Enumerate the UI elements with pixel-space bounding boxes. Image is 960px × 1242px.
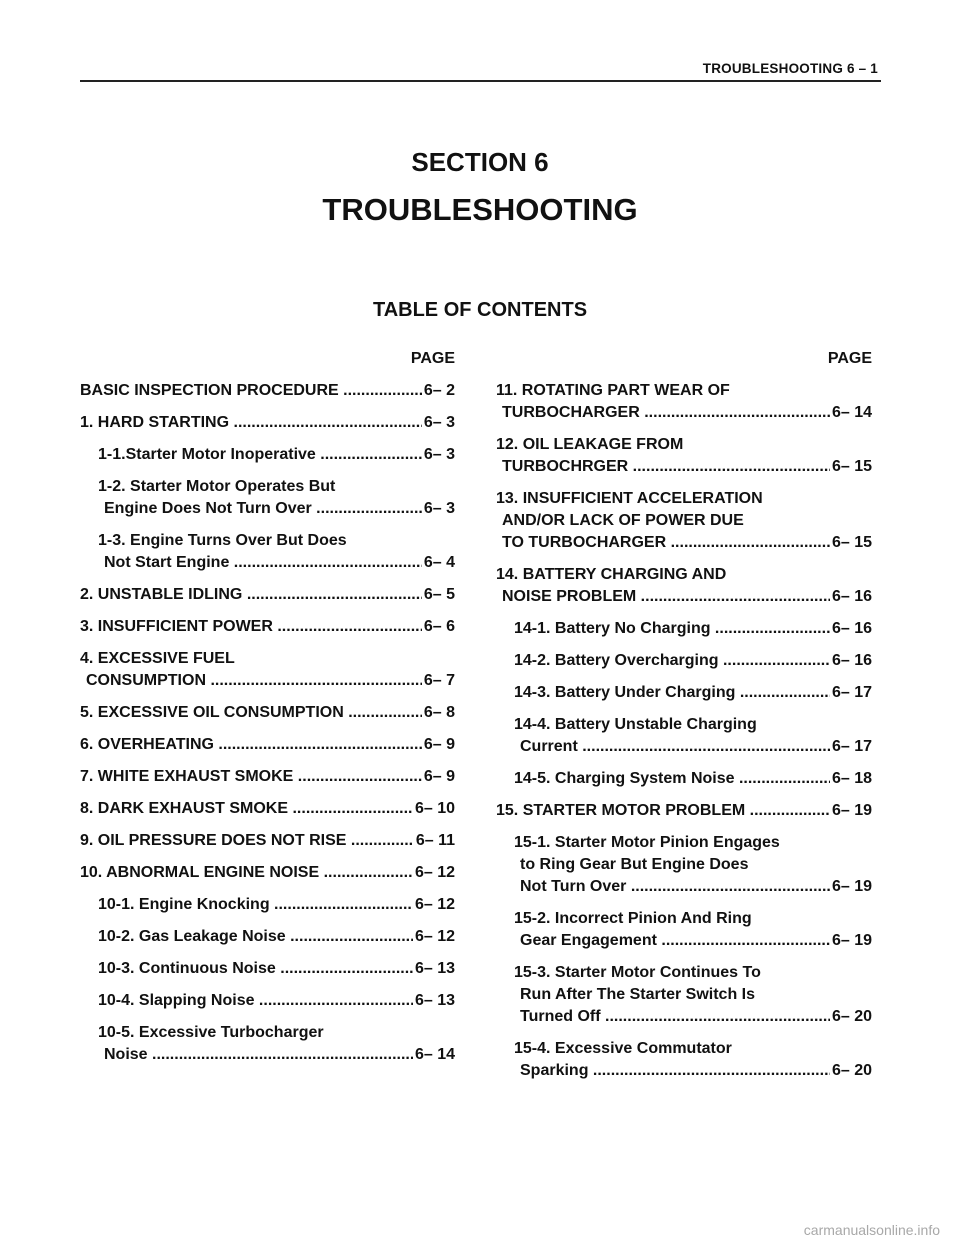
toc-page-number: 6– 3 <box>423 414 455 431</box>
toc-page-number: 6– 13 <box>414 992 455 1009</box>
toc-page-number: 6– 19 <box>831 932 872 949</box>
toc-left-entries <box>80 380 455 1066</box>
toc-entry-title: CONSUMPTION ..... <box>86 670 422 692</box>
toc-page-number: 6– 12 <box>414 928 455 945</box>
toc-entry <box>496 1038 872 1082</box>
toc-entry <box>80 990 455 1012</box>
toc-entry-text: Run After The Starter Switch Is <box>520 986 755 1003</box>
toc-entry <box>496 714 872 758</box>
toc-page-number: 6– 15 <box>831 458 872 475</box>
toc-entry <box>80 380 455 402</box>
toc-page-number: 6– 3 <box>423 500 455 517</box>
toc-entry <box>496 434 872 478</box>
running-header: TROUBLESHOOTING 6 – 1 <box>702 61 878 76</box>
toc-entry <box>496 908 872 952</box>
toc-entry-title: 10-3. Continuous Noise ..... <box>98 958 413 980</box>
toc-entry-title: 10-1. Engine Knocking ..... <box>98 894 413 916</box>
toc-entry <box>80 616 455 638</box>
toc-entry-text: 15-1. Starter Motor Pinion Engages <box>514 834 780 851</box>
toc-page-number: 6– 17 <box>831 738 872 755</box>
toc-entry-title: 6. OVERHEATING ..... <box>80 734 422 756</box>
toc-entry <box>496 618 872 640</box>
toc-entry-title: 14-2. Battery Overcharging ..... <box>514 650 830 672</box>
toc-entry-text: 1-2. Starter Motor Operates But <box>98 478 336 495</box>
toc-entry-title: Not Start Engine ..... <box>104 552 422 574</box>
toc-entry-text: 15-3. Starter Motor Continues To <box>514 964 761 981</box>
toc-entry-title: TO TURBOCHARGER ..... <box>502 532 830 554</box>
toc-entry-title: 10-4. Slapping Noise ..... <box>98 990 413 1012</box>
toc-page-number: 6– 17 <box>831 684 872 701</box>
toc-entry-title: Sparking ..... <box>520 1060 830 1082</box>
toc-page-number: 6– 16 <box>831 652 872 669</box>
toc-entry-text: 14. BATTERY CHARGING AND <box>496 566 727 583</box>
toc-entry-title: Noise ..... <box>104 1044 413 1066</box>
toc-entry-title: 14-3. Battery Under Charging ..... <box>514 682 830 704</box>
toc-page-number: 6– 3 <box>423 446 455 463</box>
toc-page-number: 6– 16 <box>831 620 872 637</box>
toc-page-number: 6– 10 <box>414 800 455 817</box>
page-column-label: PAGE <box>827 350 872 367</box>
toc-page-number: 6– 12 <box>414 896 455 913</box>
toc-page-number: 6– 16 <box>831 588 872 605</box>
toc-entry-title: 10. ABNORMAL ENGINE NOISE ..... <box>80 862 413 884</box>
toc-page-number: 6– 19 <box>831 878 872 895</box>
toc-page-number: 6– 7 <box>423 672 455 689</box>
toc-entry <box>80 926 455 948</box>
toc-entry-title: 7. WHITE EXHAUST SMOKE ..... <box>80 766 422 788</box>
toc-entry-title: Gear Engagement ..... <box>520 930 830 952</box>
toc-entry-title: 14-1. Battery No Charging ..... <box>514 618 830 640</box>
toc-entry <box>80 798 455 820</box>
toc-entry <box>496 768 872 790</box>
toc-entry-title: Engine Does Not Turn Over ..... <box>104 498 422 520</box>
section-title: TROUBLESHOOTING <box>322 192 638 227</box>
toc-entry-title: TURBOCHARGER ..... <box>502 402 830 424</box>
toc-page-number: 6– 13 <box>414 960 455 977</box>
toc-entry-text: 15-4. Excessive Commutator <box>514 1040 732 1057</box>
toc-page-number: 6– 6 <box>423 618 455 635</box>
toc-page-number: 6– 19 <box>831 802 872 819</box>
toc-entry <box>80 648 455 692</box>
toc-entry <box>496 380 872 424</box>
watermark: carmanualsonline.info <box>803 1222 940 1238</box>
toc-entry <box>80 444 455 466</box>
toc-entry-text: 10-5. Excessive Turbocharger <box>98 1024 324 1041</box>
toc-entry <box>80 476 455 520</box>
toc-page-number: 6– 15 <box>831 534 872 551</box>
toc-entry <box>80 702 455 724</box>
toc-page-number: 6– 20 <box>831 1008 872 1025</box>
toc-entry-title: 3. INSUFFICIENT POWER ..... <box>80 616 422 638</box>
toc-page-number: 6– 5 <box>423 586 455 603</box>
toc-entry <box>80 958 455 980</box>
toc-entry-title: NOISE PROBLEM ..... <box>502 586 830 608</box>
toc-entry-title: 14-5. Charging System Noise ..... <box>514 768 830 790</box>
header-rule <box>80 80 881 82</box>
toc-entry <box>496 682 872 704</box>
toc-entry-title: 2. UNSTABLE IDLING ..... <box>80 584 422 606</box>
toc-entry <box>496 488 872 554</box>
toc-entry-title: 15. STARTER MOTOR PROBLEM ..... <box>496 800 830 822</box>
toc-page-number: 6– 11 <box>415 832 455 849</box>
page-column-label: PAGE <box>410 350 455 367</box>
toc-title: TABLE OF CONTENTS <box>372 299 588 321</box>
toc-entry-text: 13. INSUFFICIENT ACCELERATION <box>496 490 763 507</box>
toc-page-number: 6– 20 <box>831 1062 872 1079</box>
toc-entry-text: to Ring Gear But Engine Does <box>520 856 749 873</box>
toc-entry <box>80 766 455 788</box>
toc-entry-title: BASIC INSPECTION PROCEDURE ..... <box>80 380 422 402</box>
toc-entry-text: 11. ROTATING PART WEAR OF <box>496 382 730 399</box>
toc-entry <box>80 734 455 756</box>
toc-entry-text: 12. OIL LEAKAGE FROM <box>496 436 684 453</box>
toc-page-number: 6– 9 <box>423 736 455 753</box>
toc-page-number: 6– 2 <box>423 382 455 399</box>
toc-entry-text: 4. EXCESSIVE FUEL <box>80 650 235 667</box>
toc-entry-title: Current ..... <box>520 736 830 758</box>
toc-page-number: 6– 14 <box>414 1046 455 1063</box>
toc-entry-text: 14-4. Battery Unstable Charging <box>514 716 757 733</box>
toc-entry-title: 8. DARK EXHAUST SMOKE ..... <box>80 798 413 820</box>
toc-entry <box>496 800 872 822</box>
toc-entry-text: 15-2. Incorrect Pinion And Ring <box>514 910 752 927</box>
toc-entry-title: 5. EXCESSIVE OIL CONSUMPTION ..... <box>80 702 422 724</box>
toc-entry <box>80 412 455 434</box>
toc-page-number: 6– 4 <box>423 554 455 571</box>
toc-entry-title: 10-2. Gas Leakage Noise ..... <box>98 926 413 948</box>
toc-entry-title: TURBOCHRGER ..... <box>502 456 830 478</box>
toc-page-number: 6– 9 <box>423 768 455 785</box>
toc-entry <box>496 650 872 672</box>
toc-entry-text: 1-3. Engine Turns Over But Does <box>98 532 347 549</box>
toc-page-number: 6– 12 <box>414 864 455 881</box>
toc-entry <box>80 584 455 606</box>
toc-right-column <box>496 350 872 1092</box>
toc-page-number: 6– 18 <box>831 770 872 787</box>
toc-entry <box>80 894 455 916</box>
toc-left-column <box>80 350 455 1076</box>
toc-entry-title: 1. HARD STARTING ..... <box>80 412 422 434</box>
toc-entry-title: 1-1.Starter Motor Inoperative ..... <box>98 444 422 466</box>
toc-entry <box>496 832 872 898</box>
toc-entry <box>496 564 872 608</box>
toc-page-number: 6– 8 <box>423 704 455 721</box>
section-number: SECTION 6 <box>411 147 549 177</box>
toc-entry-title: Turned Off ..... <box>520 1006 830 1028</box>
toc-right-entries <box>496 380 872 1082</box>
toc-entry <box>496 962 872 1028</box>
toc-entry <box>80 830 455 852</box>
toc-entry-title: 9. OIL PRESSURE DOES NOT RISE ..... <box>80 830 414 852</box>
toc-entry-text: AND/OR LACK OF POWER DUE <box>502 512 744 529</box>
toc-entry <box>80 530 455 574</box>
toc-entry <box>80 862 455 884</box>
toc-page-number: 6– 14 <box>831 404 872 421</box>
toc-entry-title: Not Turn Over ..... <box>520 876 830 898</box>
toc-entry <box>80 1022 455 1066</box>
